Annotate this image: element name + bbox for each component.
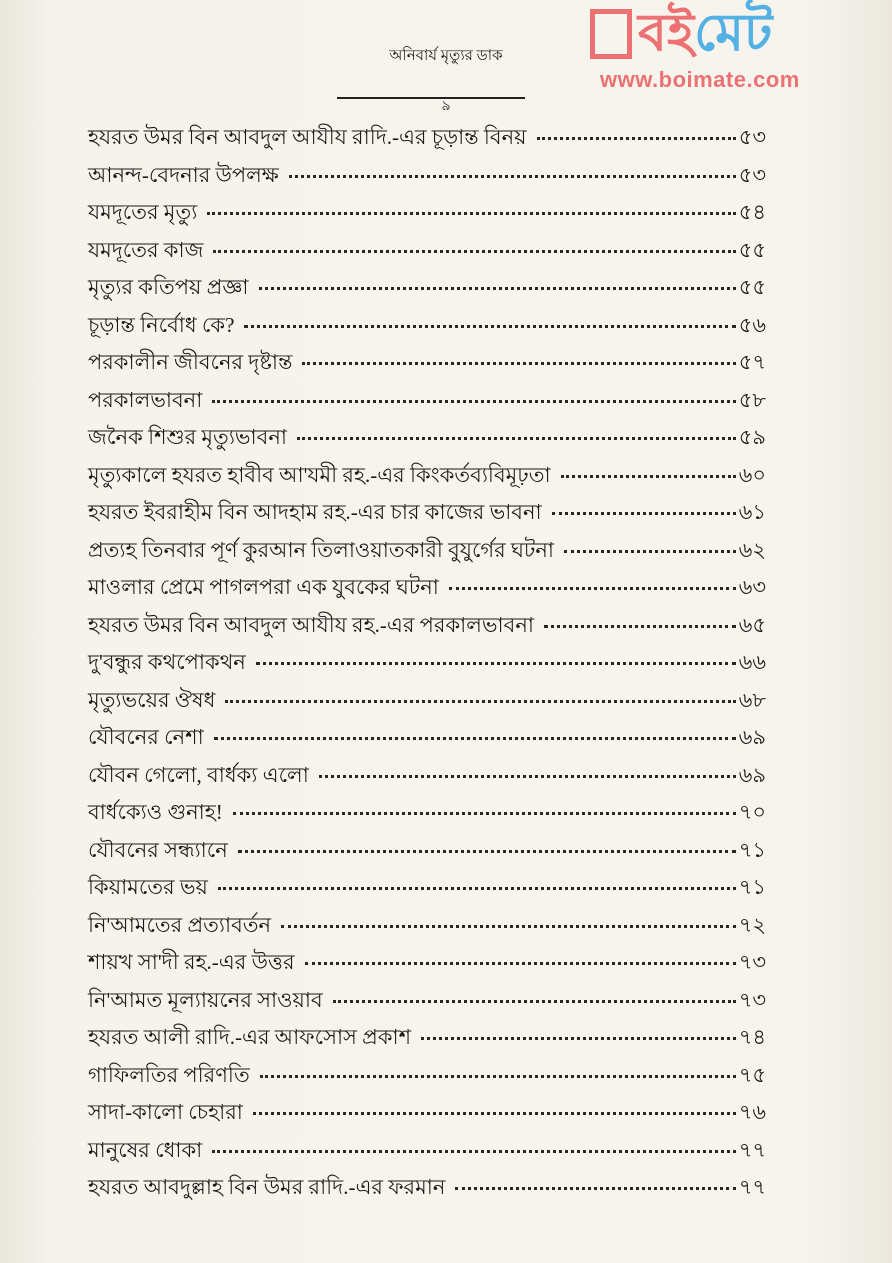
toc-entry-page: ৬০ (738, 462, 766, 487)
toc-entry-page: ৫৫ (738, 237, 766, 262)
toc-entry-page: ৬৯ (738, 762, 766, 787)
toc-entry (88, 644, 766, 682)
toc-entry (88, 982, 766, 1020)
toc-entry (88, 607, 766, 645)
toc-entry (88, 1057, 766, 1095)
page-number: ৯ (441, 99, 451, 114)
running-header: অনিবার্য মৃত্যুর ডাক (389, 48, 503, 64)
toc-entry-page: ৫৭ (738, 350, 766, 374)
toc-entry-page: ৭৫ (738, 1062, 766, 1087)
dot-leader (238, 850, 736, 853)
toc-entry (88, 569, 766, 607)
dot-leader (256, 662, 736, 665)
toc-entry-title: কিয়ামতের ভয় (88, 875, 208, 899)
toc-entry-title: হযরত আবদুল্লাহ বিন উমর রাদি.-এর ফরমান (88, 1175, 446, 1199)
dot-leader (319, 775, 736, 778)
dot-leader (537, 137, 736, 140)
toc-entry (88, 832, 766, 870)
toc-entry-page: ৬৫ (738, 612, 766, 637)
toc-entry (88, 944, 766, 982)
dot-leader (233, 812, 736, 815)
dot-leader (421, 1037, 736, 1040)
dot-leader (449, 587, 736, 590)
toc-entry-page: ৫৬ (738, 312, 766, 337)
toc-entry-page: ৬২ (738, 537, 766, 562)
toc-entry-title: হযরত উমর বিন আবদুল আযীয রাদি.-এর চূড়ান্ত বিনয় (88, 125, 527, 149)
dot-leader (214, 737, 736, 740)
toc-entry (88, 757, 766, 795)
toc-entry (88, 457, 766, 495)
toc-entry-title: দু'বন্ধুর কথপোকথন (88, 650, 246, 674)
dot-leader (297, 437, 736, 440)
toc-entry-title: চূড়ান্ত নির্বোধ কে? (88, 312, 235, 337)
toc-entry-title: প্রত্যহ তিনবার পূর্ণ কুরআন তিলাওয়াতকারী বুযুর্গের ঘটনা (88, 537, 555, 562)
dot-leader (225, 700, 735, 703)
toc-entry-title: হযরত ইবরাহীম বিন আদহাম রহ.-এর চার কাজের ভাবনা (88, 500, 542, 524)
toc-entry-page: ৫৯ (738, 425, 766, 449)
toc-entry-title: মৃত্যুকালে হযরত হাবীব আ'যমী রহ.-এর কিংকর্তব্যবিমূঢ়তা (88, 462, 551, 487)
watermark-logo-part-b: মেট (694, 5, 773, 62)
dot-leader (244, 325, 735, 328)
dot-leader (212, 400, 735, 403)
toc-entry-title: পরকালভাবনা (88, 387, 203, 412)
toc-entry-page: ৭৩ (738, 950, 766, 974)
toc-entry-page: ৭৭ (738, 1137, 766, 1162)
toc-entry-page: ৭২ (738, 912, 766, 937)
toc-entry (88, 907, 766, 945)
toc-entry-page: ৬৮ (738, 687, 766, 712)
toc-entry-title: যৌবন গেলো, বার্ধক্য এলো (88, 762, 309, 787)
toc-entry-page: ৬৬ (738, 650, 766, 674)
toc-entry-title: জনৈক শিশুর মৃত্যুভাবনা (88, 425, 287, 449)
toc-entry-page: ৭০ (738, 800, 766, 824)
toc-entry-title: পরকালীন জীবনের দৃষ্টান্ত (88, 350, 293, 374)
dot-leader (213, 250, 735, 253)
toc-entry (88, 119, 766, 157)
toc-entry-title: যৌবনের নেশা (88, 725, 204, 749)
toc-entry-page: ৫৩ (738, 125, 766, 149)
dot-leader (281, 925, 736, 928)
toc-entry (88, 1094, 766, 1132)
dot-leader (552, 512, 736, 515)
watermark-url: www.boimate.com (600, 67, 800, 92)
toc-entry (88, 194, 766, 232)
toc-entry (88, 494, 766, 532)
toc-entry-title: যমদূতের কাজ (88, 237, 204, 262)
toc-entry (88, 382, 766, 420)
table-of-contents (88, 119, 766, 1207)
dot-leader (253, 1112, 736, 1115)
toc-entry-title: মানুষের ধোকা (88, 1137, 203, 1162)
toc-entry (88, 419, 766, 457)
dot-leader (259, 287, 736, 290)
toc-entry-page: ৬৯ (738, 725, 766, 749)
toc-entry (88, 157, 766, 195)
dot-leader (207, 212, 735, 215)
toc-entry-title: মাওলার প্রেমে পাগলপরা এক যুবকের ঘটনা (88, 575, 439, 599)
toc-entry-title: হযরত উমর বিন আবদুল আযীয রহ.-এর পরকালভাবনা (88, 612, 534, 637)
toc-entry (88, 307, 766, 345)
toc-entry-title: নি'আমত মূল্যায়নের সাওয়াব (88, 987, 323, 1012)
toc-entry-title: নি'আমতের প্রত্যাবর্তন (88, 912, 272, 937)
toc-entry (88, 682, 766, 720)
dot-leader (544, 625, 736, 628)
toc-entry-page: ৫৮ (738, 387, 766, 412)
toc-entry-page: ৭৬ (738, 1100, 766, 1124)
dot-leader (455, 1187, 735, 1190)
toc-entry (88, 1132, 766, 1170)
toc-entry-page: ৫৫ (738, 275, 766, 299)
dot-leader (289, 175, 736, 178)
dot-leader (212, 1150, 735, 1153)
watermark-logo (590, 4, 772, 64)
dot-leader (260, 1075, 736, 1078)
toc-entry-title: মৃত্যুর কতিপয় প্রজ্ঞা (88, 275, 249, 299)
toc-entry-page: ৫৪ (738, 200, 766, 224)
toc-entry (88, 719, 766, 757)
toc-entry-page: ৬১ (738, 500, 766, 524)
toc-entry-title: গাফিলতির পরিণতি (88, 1062, 250, 1087)
toc-entry (88, 869, 766, 907)
toc-entry-title: বার্ধক্যেও গুনাহ! (88, 800, 223, 824)
toc-entry-title: শায়খ সা'দী রহ.-এর উত্তর (88, 950, 295, 974)
dot-leader (333, 1000, 736, 1003)
toc-entry-title: মৃত্যুভয়ের ঔষধ (88, 687, 216, 712)
dot-leader (302, 362, 735, 365)
toc-entry-title: যৌবনের সন্ধ্যানে (88, 837, 228, 862)
toc-entry-page: ৭৪ (738, 1025, 766, 1049)
toc-entry (88, 1019, 766, 1057)
dot-leader (564, 550, 736, 553)
toc-entry-title: হযরত আলী রাদি.-এর আফসোস প্রকাশ (88, 1025, 412, 1049)
book-icon (590, 9, 632, 59)
dot-leader (561, 475, 736, 478)
toc-entry (88, 232, 766, 270)
toc-entry (88, 344, 766, 382)
toc-entry-page: ৭৩ (738, 987, 766, 1012)
toc-entry-title: সাদা-কালো চেহারা (88, 1100, 243, 1124)
toc-entry-page: ৭১ (738, 837, 766, 862)
toc-entry-page: ৭১ (738, 875, 766, 899)
toc-entry (88, 269, 766, 307)
toc-entry (88, 532, 766, 570)
toc-entry-page: ৭৭ (738, 1175, 766, 1199)
watermark-logo-part-a: বই (638, 5, 694, 62)
toc-entry (88, 794, 766, 832)
toc-entry-page: ৬৩ (738, 575, 766, 599)
toc-entry-title: যমদূতের মৃত্যু (88, 200, 198, 224)
dot-leader (218, 887, 736, 890)
dot-leader (305, 962, 736, 965)
toc-entry-page: ৫৩ (738, 162, 766, 187)
watermark (590, 4, 880, 96)
toc-entry (88, 1169, 766, 1207)
toc-entry-title: আনন্দ-বেদনার উপলক্ষ (88, 162, 279, 187)
